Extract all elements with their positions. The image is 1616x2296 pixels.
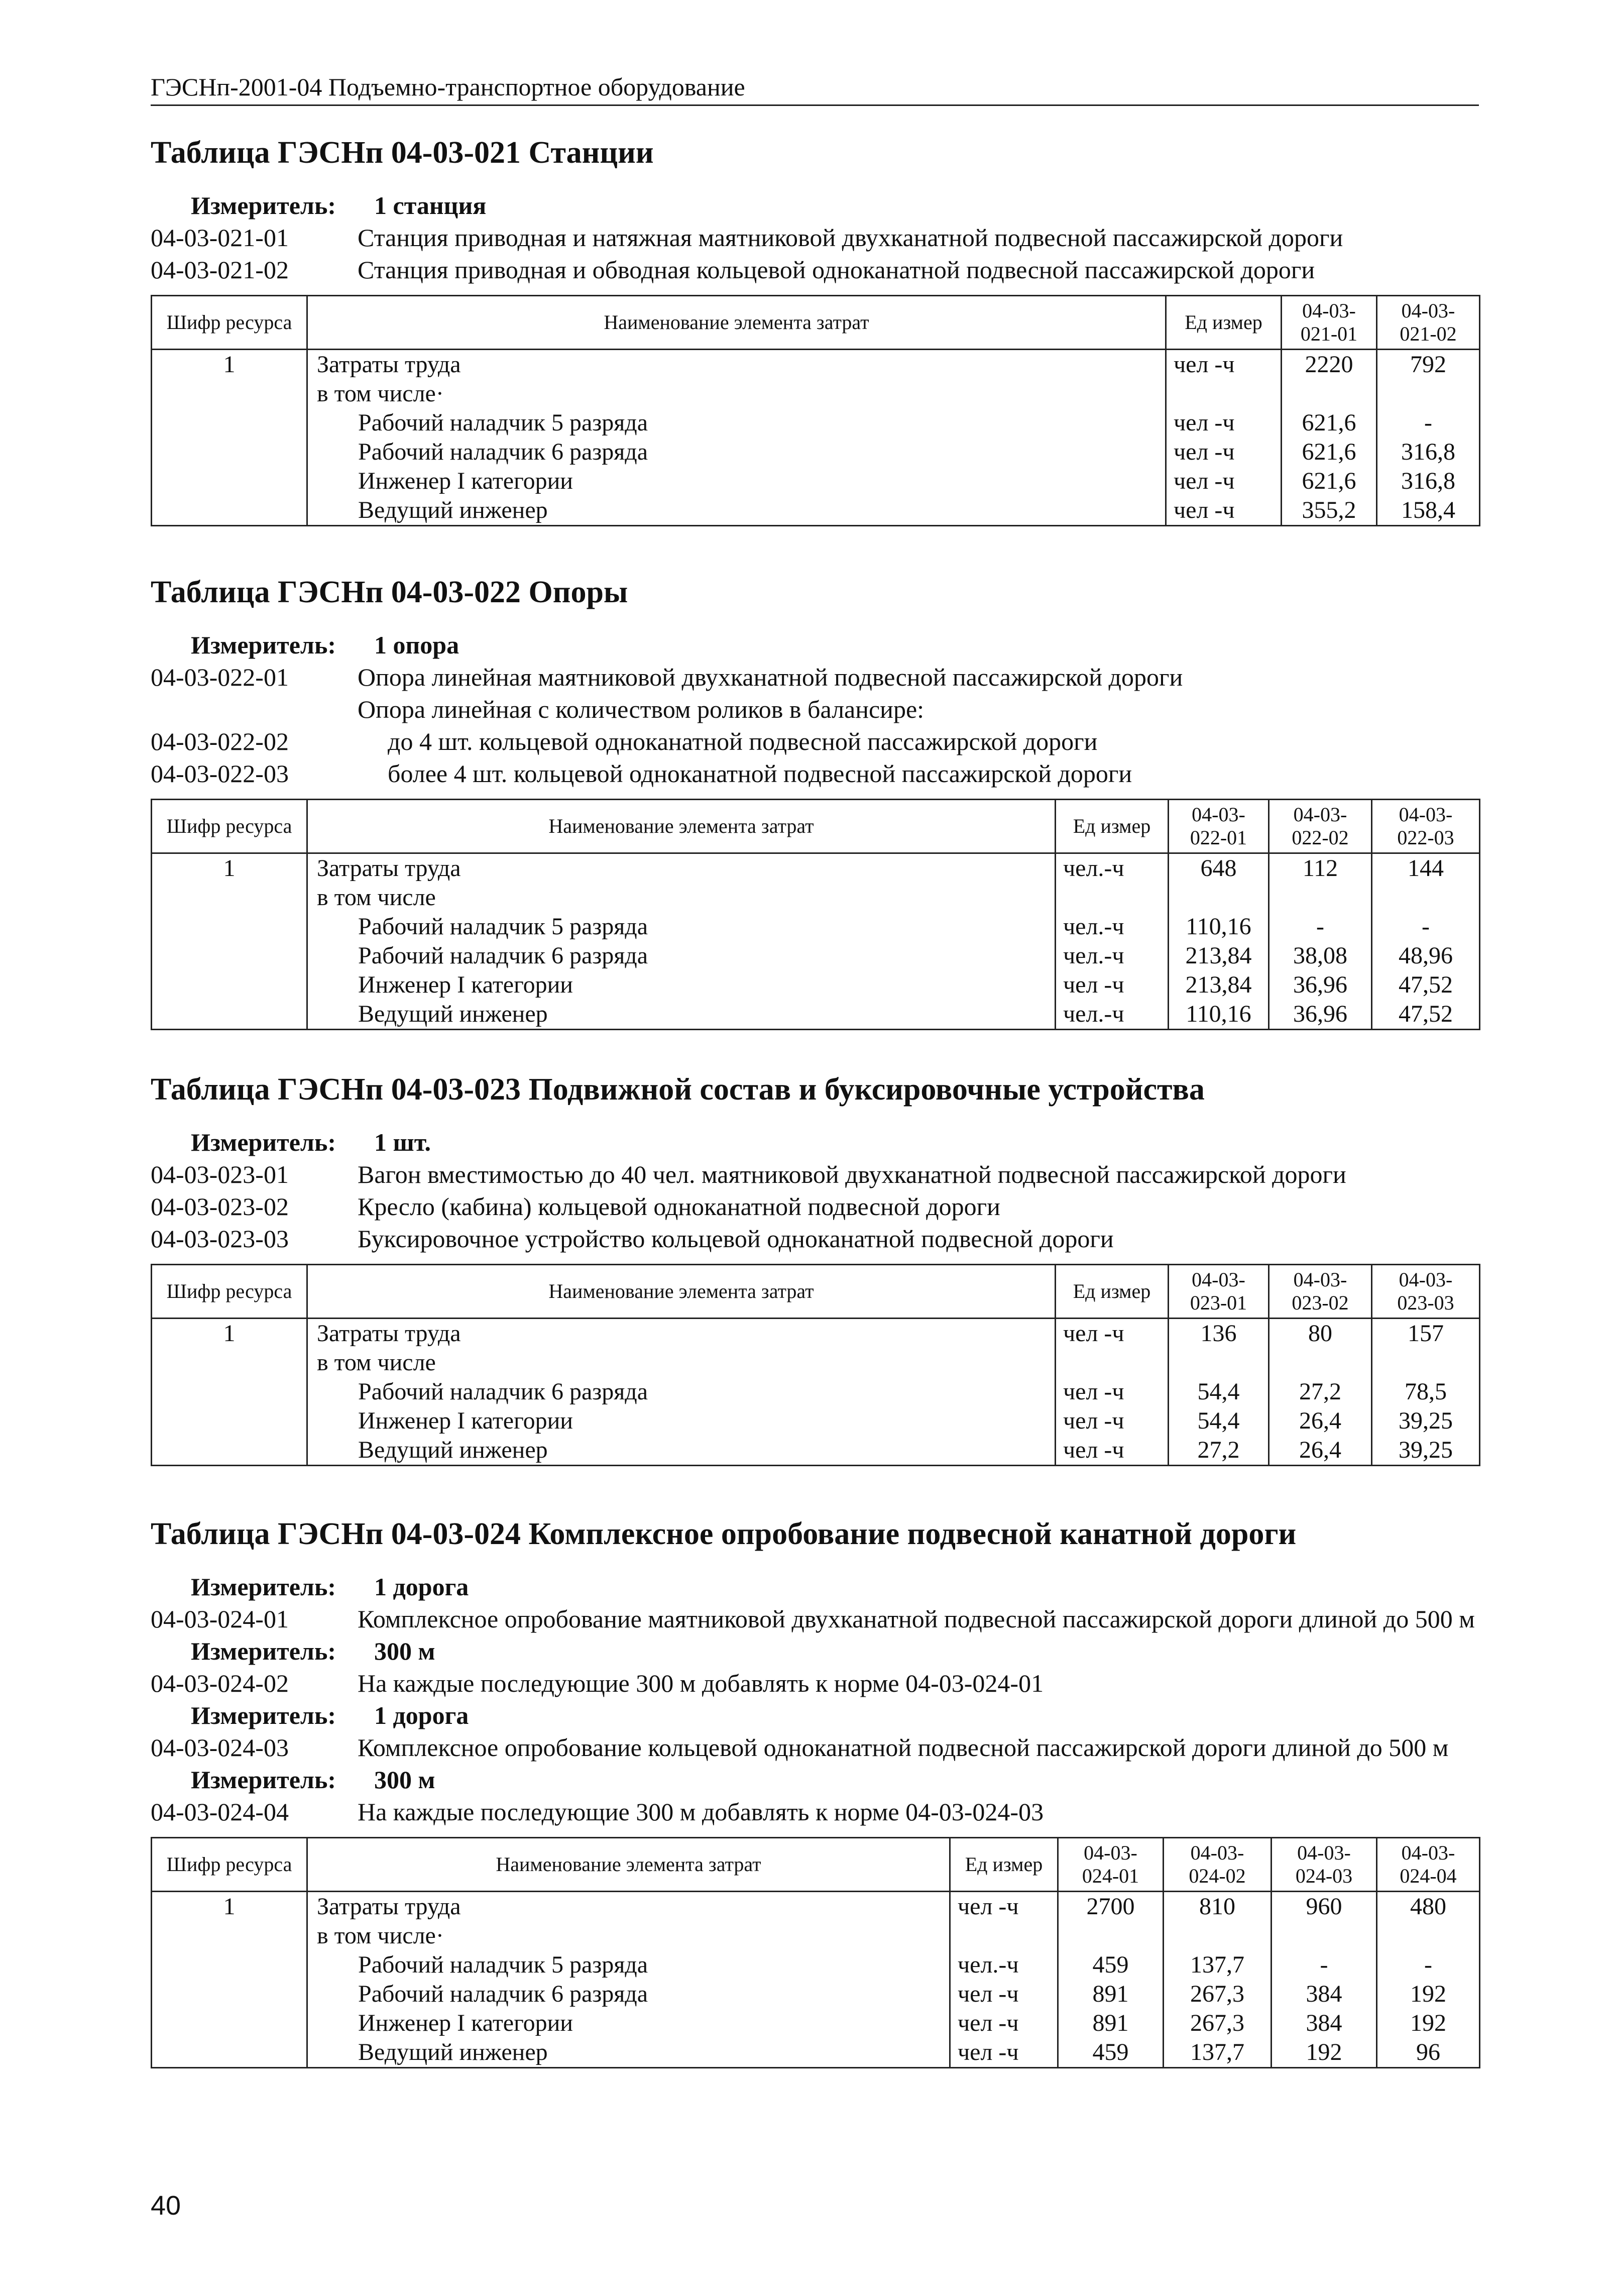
unit: чел -ч xyxy=(1174,351,1235,378)
header-norm-column: 04-03-023-02 xyxy=(1269,1265,1372,1319)
cost-name: Затраты труда xyxy=(317,1320,461,1347)
norm-code: 04-03-023-03 xyxy=(151,1225,289,1253)
header-name: Наименование элемента затрат xyxy=(307,1838,950,1892)
header-norm-column: 04-03-021-02 xyxy=(1377,296,1480,350)
cost-value xyxy=(1169,1348,1268,1377)
unit: чел -ч xyxy=(958,1893,1019,1920)
measure-value: 1 дорога xyxy=(374,1701,469,1729)
header-norm-column: 04-03-022-01 xyxy=(1169,800,1269,853)
unit: чел -ч xyxy=(1063,1437,1124,1463)
cost-value: 110,16 xyxy=(1186,913,1251,940)
header-norm-column: 04-03-024-02 xyxy=(1164,1838,1272,1892)
unit: чел -ч xyxy=(1174,468,1235,494)
header-norm-column: 04-03-024-01 xyxy=(1058,1838,1164,1892)
value-cell xyxy=(1372,1319,1480,1466)
cost-value: - xyxy=(1320,1951,1328,1978)
cost-value: 213,84 xyxy=(1185,942,1252,969)
header-norm-column: 04-03-024-04 xyxy=(1377,1838,1480,1892)
cost-value: 192 xyxy=(1410,2010,1446,2036)
measure-value: 300 м xyxy=(374,1637,435,1665)
section-meta xyxy=(151,1126,1479,1255)
norm-item xyxy=(151,1796,1479,1828)
cost-name: Затраты труда xyxy=(317,855,461,882)
cost-value xyxy=(1164,1921,1271,1950)
running-header: ГЭСНп-2001-04 Подъемно-транспортное оборудование xyxy=(151,70,1479,106)
resource-code-cell xyxy=(152,853,307,1030)
cost-value: 267,3 xyxy=(1190,1981,1244,2007)
header-resource: Шифр ресурса xyxy=(152,1838,307,1892)
cost-name: Ведущий инженер xyxy=(358,2039,548,2065)
norm-description: Комплексное опробование маятниковой двухканатной подвесной пассажирской дороги длиной до 500 м xyxy=(358,1605,1475,1633)
value-cell xyxy=(1377,350,1480,526)
header-resource: Шифр ресурса xyxy=(152,1265,307,1319)
cost-value: 47,52 xyxy=(1399,971,1453,998)
norm-item xyxy=(151,1223,1479,1255)
cost-value: 792 xyxy=(1410,351,1446,378)
header-norm-column: 04-03-023-03 xyxy=(1372,1265,1480,1319)
cost-value: 158,4 xyxy=(1401,497,1455,523)
cost-table xyxy=(151,295,1480,526)
unit: чел.-ч xyxy=(958,1951,1019,1978)
section-meta xyxy=(151,629,1479,790)
value-cell xyxy=(1169,1319,1269,1466)
measure-line xyxy=(151,1764,1479,1796)
section-04-03-022 xyxy=(151,573,1479,1030)
cost-value: 27,2 xyxy=(1299,1378,1341,1405)
header-norm-column: 04-03-023-01 xyxy=(1169,1265,1269,1319)
cost-table xyxy=(151,1837,1480,2068)
norm-item xyxy=(151,1158,1479,1190)
resource-code: 1 xyxy=(223,1893,236,1920)
cost-value: 36,96 xyxy=(1293,1001,1347,1027)
cost-name: в том числе xyxy=(317,884,436,911)
cost-value xyxy=(1377,379,1479,408)
resource-code-cell xyxy=(152,1319,307,1466)
header-norm-column: 04-03-024-03 xyxy=(1272,1838,1377,1892)
norm-item xyxy=(151,1190,1479,1223)
header-unit: Ед измер xyxy=(1166,296,1282,350)
header-name: Наименование элемента затрат xyxy=(307,800,1056,853)
norm-description: Вагон вместимостью до 40 чел. маятниковой двухканатной подвесной пассажирской дороги xyxy=(358,1160,1346,1188)
cost-value: 267,3 xyxy=(1190,2010,1244,2036)
measure-line xyxy=(151,1699,1479,1731)
measure-label: Измеритель: xyxy=(191,1766,336,1794)
cost-value: 459 xyxy=(1092,1951,1129,1978)
section-meta xyxy=(151,189,1479,286)
cost-value xyxy=(1169,883,1268,912)
resource-code-cell xyxy=(152,1892,307,2068)
resource-code-cell xyxy=(152,350,307,526)
cost-value: 355,2 xyxy=(1302,497,1356,523)
cost-value: 157 xyxy=(1408,1320,1444,1347)
cost-value xyxy=(1059,1921,1163,1950)
norm-item xyxy=(151,757,1479,790)
unit: чел -ч xyxy=(1063,1407,1124,1434)
table-body-row xyxy=(152,1892,1480,2068)
measure-label: Измеритель: xyxy=(191,1637,336,1665)
norm-item xyxy=(151,661,1479,693)
value-cell xyxy=(1269,1319,1372,1466)
cost-name: Рабочий наладчик 6 разряда xyxy=(358,1378,648,1405)
norm-item xyxy=(151,725,1479,757)
cost-value: - xyxy=(1424,409,1432,436)
section-04-03-023 xyxy=(151,1070,1479,1466)
norm-item xyxy=(151,1603,1479,1635)
cost-value: 891 xyxy=(1092,1981,1129,2007)
cost-value: 648 xyxy=(1200,855,1237,882)
norm-item xyxy=(151,1667,1479,1699)
table-title: Таблица ГЭСНп 04-03-024 Комплексное опробование подвесной канатной дороги xyxy=(151,1517,1297,1551)
norm-code: 04-03-023-01 xyxy=(151,1160,289,1188)
norm-description: На каждые последующие 300 м добавлять к норме 04-03-024-01 xyxy=(358,1669,1044,1697)
resource-code: 1 xyxy=(223,351,236,378)
unit: чел -ч xyxy=(1174,439,1235,465)
norm-item xyxy=(151,222,1479,254)
cost-name: Ведущий инженер xyxy=(358,1437,548,1463)
header-unit: Ед измер xyxy=(1056,1265,1169,1319)
unit-cell xyxy=(1056,853,1169,1030)
cost-value: 213,84 xyxy=(1185,971,1252,998)
cost-value: 891 xyxy=(1092,2010,1129,2036)
measure-label: Измеритель: xyxy=(191,1701,336,1729)
cost-value: 480 xyxy=(1410,1893,1446,1920)
cost-name: Рабочий наладчик 6 разряда xyxy=(358,942,648,969)
cost-value: 54,4 xyxy=(1197,1407,1240,1434)
header-name: Наименование элемента затрат xyxy=(307,296,1166,350)
measure-label: Измеритель: xyxy=(191,1128,336,1156)
measure-value: 300 м xyxy=(374,1766,435,1794)
value-cell xyxy=(1164,1892,1272,2068)
unit: чел -ч xyxy=(1174,497,1235,523)
norm-code xyxy=(151,693,358,725)
unit: чел.-ч xyxy=(1063,1001,1124,1027)
cost-value: 2700 xyxy=(1086,1893,1135,1920)
cost-value xyxy=(1269,883,1371,912)
cost-value: 38,08 xyxy=(1293,942,1347,969)
unit xyxy=(958,1921,1057,1950)
cost-value: 384 xyxy=(1306,1981,1342,2007)
unit xyxy=(1063,1348,1168,1377)
cost-value: 36,96 xyxy=(1293,971,1347,998)
value-cell xyxy=(1169,853,1269,1030)
measure-value: 1 дорога xyxy=(374,1573,469,1601)
norm-code: 04-03-021-01 xyxy=(151,224,289,252)
cost-value: 137,7 xyxy=(1190,1951,1244,1978)
norm-code: 04-03-024-04 xyxy=(151,1798,289,1826)
cost-value: 78,5 xyxy=(1405,1378,1447,1405)
norm-code: 04-03-022-01 xyxy=(151,663,289,691)
measure-label: Измеритель: xyxy=(191,1573,336,1601)
cost-value: 316,8 xyxy=(1401,439,1455,465)
cost-name: Затраты труда xyxy=(317,1893,461,1920)
cost-name: Рабочий наладчик 5 разряда xyxy=(358,1951,648,1978)
norm-description: Кресло (кабина) кольцевой одноканатной подвесной дороги xyxy=(358,1192,1000,1221)
table-header-row xyxy=(152,1838,1480,1892)
cost-value: 80 xyxy=(1308,1320,1332,1347)
table-title: Таблица ГЭСНп 04-03-023 Подвижной состав и буксировочные устройства xyxy=(151,1072,1205,1107)
measure-line xyxy=(151,1635,1479,1667)
norm-description: до 4 шт. кольцевой одноканатной подвесной пассажирской дороги xyxy=(388,727,1098,755)
norm-code: 04-03-023-02 xyxy=(151,1192,289,1221)
cost-value: 144 xyxy=(1408,855,1444,882)
unit: чел.-ч xyxy=(1063,913,1124,940)
cost-value: 39,25 xyxy=(1399,1407,1453,1434)
header-resource: Шифр ресурса xyxy=(152,296,307,350)
unit: чел.-ч xyxy=(1063,855,1124,882)
cost-value: 48,96 xyxy=(1399,942,1453,969)
value-cell xyxy=(1372,853,1480,1030)
measure-value: 1 шт. xyxy=(374,1128,431,1156)
cost-table xyxy=(151,799,1480,1030)
unit-cell xyxy=(950,1892,1058,2068)
cost-value xyxy=(1282,379,1376,408)
cost-value: 192 xyxy=(1410,1981,1446,2007)
measure-label: Измеритель: xyxy=(191,191,336,220)
measure-label: Измеритель: xyxy=(191,631,336,659)
cost-value: 39,25 xyxy=(1399,1437,1453,1463)
header-unit: Ед измер xyxy=(1056,800,1169,853)
value-cell xyxy=(1272,1892,1377,2068)
value-cell xyxy=(1282,350,1377,526)
unit: чел -ч xyxy=(1063,1378,1124,1405)
cost-name-cell xyxy=(307,853,1056,1030)
cost-name-cell xyxy=(307,1892,950,2068)
norm-code: 04-03-024-02 xyxy=(151,1669,289,1697)
table-header-row xyxy=(152,296,1480,350)
table-header-row xyxy=(152,1265,1480,1319)
cost-value: 459 xyxy=(1092,2039,1129,2065)
cost-value xyxy=(1372,883,1479,912)
cost-value: 47,52 xyxy=(1399,1001,1453,1027)
measure-value: 1 станция xyxy=(374,191,487,220)
measure-value: 1 опора xyxy=(374,631,459,659)
norm-code: 04-03-021-02 xyxy=(151,256,289,284)
cost-value: 136 xyxy=(1200,1320,1237,1347)
unit: чел -ч xyxy=(958,1981,1019,2007)
cost-value: 316,8 xyxy=(1401,468,1455,494)
header-name: Наименование элемента затрат xyxy=(307,1265,1056,1319)
norm-code: 04-03-024-01 xyxy=(151,1605,289,1633)
measure-line xyxy=(151,1126,1479,1158)
cost-value: 27,2 xyxy=(1197,1437,1240,1463)
table-body-row xyxy=(152,1319,1480,1466)
cost-name: Рабочий наладчик 5 разряда xyxy=(358,409,648,436)
header-norm-column: 04-03-022-03 xyxy=(1372,800,1480,853)
unit: чел -ч xyxy=(1174,409,1235,436)
cost-name: Рабочий наладчик 6 разряда xyxy=(358,1981,648,2007)
unit-cell xyxy=(1056,1319,1169,1466)
cost-value: 96 xyxy=(1416,2039,1440,2065)
measure-line xyxy=(151,1571,1479,1603)
cost-value: - xyxy=(1424,1951,1432,1978)
norm-item xyxy=(151,1731,1479,1764)
norm-code: 04-03-022-02 xyxy=(151,727,289,755)
unit xyxy=(1063,883,1168,912)
norm-code: 04-03-024-03 xyxy=(151,1733,289,1762)
cost-value: 810 xyxy=(1199,1893,1235,1920)
norm-description: Станция приводная и обводная кольцевой одноканатной подвесной пассажирской дороги xyxy=(358,256,1315,284)
cost-name: Рабочий наладчик 6 разряда xyxy=(358,439,648,465)
cost-name: в том числе· xyxy=(317,380,444,407)
cost-name: Затраты труда xyxy=(317,351,461,378)
value-cell xyxy=(1377,1892,1480,2068)
unit: чел.-ч xyxy=(1063,942,1124,969)
unit: чел -ч xyxy=(1063,1320,1124,1347)
norm-description: Комплексное опробование кольцевой одноканатной подвесной пассажирской дороги длиной до 500 м xyxy=(358,1733,1449,1762)
cost-value: 54,4 xyxy=(1197,1378,1240,1405)
table-body-row xyxy=(152,350,1480,526)
unit: чел -ч xyxy=(1063,971,1124,998)
cost-value: 384 xyxy=(1306,2010,1342,2036)
cost-name: в том числе xyxy=(317,1349,436,1376)
norm-description: На каждые последующие 300 м добавлять к норме 04-03-024-03 xyxy=(358,1798,1044,1826)
cost-name-cell xyxy=(307,1319,1056,1466)
resource-code: 1 xyxy=(223,855,236,882)
header-norm-column: 04-03-021-01 xyxy=(1282,296,1377,350)
cost-name: Инженер I категории xyxy=(358,971,573,998)
cost-value: 621,6 xyxy=(1302,409,1356,436)
unit: чел -ч xyxy=(958,2039,1019,2065)
measure-line xyxy=(151,629,1479,661)
cost-value: - xyxy=(1316,913,1324,940)
cost-name: Ведущий инженер xyxy=(358,1001,548,1027)
value-cell xyxy=(1269,853,1372,1030)
section-04-03-021 xyxy=(151,133,1479,526)
cost-value: 621,6 xyxy=(1302,439,1356,465)
section-04-03-024 xyxy=(151,1514,1479,2068)
table-title: Таблица ГЭСНп 04-03-021 Станции xyxy=(151,136,654,170)
cost-table xyxy=(151,1264,1480,1466)
cost-name: Инженер I категории xyxy=(358,2010,573,2036)
norm-description: Буксировочное устройство кольцевой одноканатной подвесной дороги xyxy=(358,1225,1114,1253)
table-header-row xyxy=(152,800,1480,853)
header-unit: Ед измер xyxy=(950,1838,1058,1892)
unit: чел -ч xyxy=(958,2010,1019,2036)
cost-value: 26,4 xyxy=(1299,1437,1341,1463)
header-resource: Шифр ресурса xyxy=(152,800,307,853)
table-title: Таблица ГЭСНп 04-03-022 Опоры xyxy=(151,575,628,609)
cost-value: 112 xyxy=(1302,855,1338,882)
header-norm-column: 04-03-022-02 xyxy=(1269,800,1372,853)
norm-item xyxy=(151,693,1479,725)
cost-name: Инженер I категории xyxy=(358,468,573,494)
value-cell xyxy=(1058,1892,1164,2068)
cost-value: - xyxy=(1422,913,1430,940)
norm-item xyxy=(151,254,1479,286)
cost-value: 26,4 xyxy=(1299,1407,1341,1434)
section-meta xyxy=(151,1571,1479,1828)
cost-value xyxy=(1269,1348,1371,1377)
norm-description: более 4 шт. кольцевой одноканатной подвесной пассажирской дороги xyxy=(388,759,1132,788)
cost-name: Инженер I категории xyxy=(358,1407,573,1434)
cost-name: в том числе· xyxy=(317,1922,444,1949)
cost-value: 192 xyxy=(1306,2039,1342,2065)
cost-value: 621,6 xyxy=(1302,468,1356,494)
cost-value xyxy=(1372,1348,1479,1377)
norm-code: 04-03-022-03 xyxy=(151,759,289,788)
resource-code: 1 xyxy=(223,1320,236,1347)
cost-name-cell xyxy=(307,350,1166,526)
page-number: 40 xyxy=(151,2191,181,2221)
measure-line xyxy=(151,189,1479,222)
table-body-row xyxy=(152,853,1480,1030)
unit-cell xyxy=(1166,350,1282,526)
cost-value: 137,7 xyxy=(1190,2039,1244,2065)
cost-value: 2220 xyxy=(1305,351,1353,378)
cost-value xyxy=(1377,1921,1479,1950)
norm-description: Станция приводная и натяжная маятниковой двухканатной подвесной пассажирской дороги xyxy=(358,224,1343,252)
unit xyxy=(1174,379,1281,408)
norm-description: Опора линейная с количеством роликов в балансире: xyxy=(358,695,925,723)
cost-value: 110,16 xyxy=(1186,1001,1251,1027)
cost-value xyxy=(1272,1921,1376,1950)
cost-name: Рабочий наладчик 5 разряда xyxy=(358,913,648,940)
norm-description: Опора линейная маятниковой двухканатной подвесной пассажирской дороги xyxy=(358,663,1183,691)
cost-value: 960 xyxy=(1306,1893,1342,1920)
cost-name: Ведущий инженер xyxy=(358,497,548,523)
